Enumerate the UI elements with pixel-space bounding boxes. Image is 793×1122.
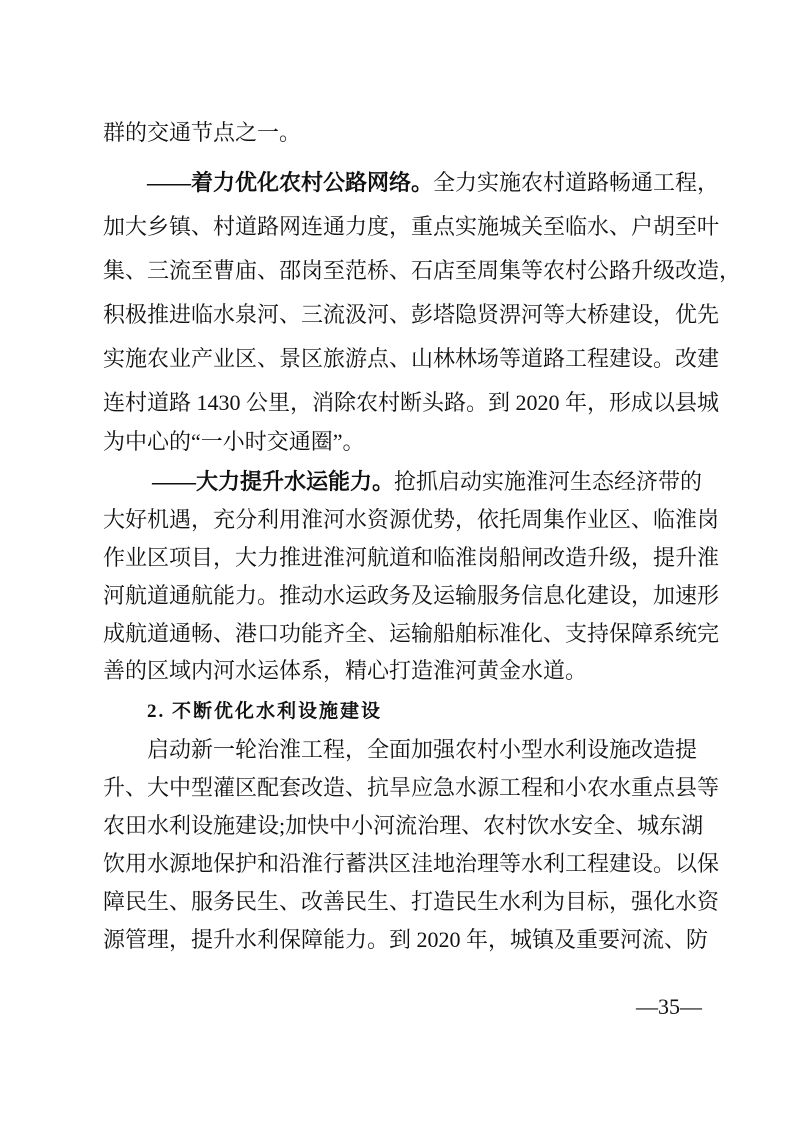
- text-line: 成航道通畅、港口功能齐全、运输船舶标准化、支持保障系统完: [103, 621, 720, 646]
- text-line: 为中心的“一小时交通圈”。: [103, 429, 365, 454]
- text-line: 加大乡镇、村道路网连通力度，重点实施城关至临水、户胡至叶: [103, 214, 720, 239]
- text-line: 饮用水源地保护和沿淮行蓄洪区洼地治理等水利工程建设。以保: [103, 851, 720, 876]
- text-line: 农田水利设施建设;加快中小河流治理、农村饮水安全、城东湖: [103, 813, 704, 838]
- paragraph-lead-line: [147, 168, 720, 198]
- paragraph-lead-line: [152, 467, 703, 497]
- text-line: 作业区项目，大力推进淮河航道和临淮岗船闸改造升级，提升淮: [103, 545, 720, 570]
- page-number: —35—: [636, 994, 702, 1019]
- text-fragment: 全力实施农村道路畅通工程，: [433, 170, 720, 195]
- text-line: 连村道路 1430 公里，消除农村断头路。到 2020 年，形成以县城: [103, 390, 720, 415]
- text-line: 集、三流至曹庙、邵岗至范桥、石店至周集等农村公路升级改造，: [103, 258, 742, 283]
- text-line: 升、大中型灌区配套改造、抗旱应急水源工程和小农水重点县等: [103, 775, 720, 800]
- bold-lead-roads: ——着力优化农村公路网络。: [147, 170, 434, 195]
- text-line: 源管理，提升水利保障能力。到 2020 年，城镇及重要河流、防: [103, 927, 709, 952]
- text-line: 障民生、服务民生、改善民生、打造民生水利为目标，强化水资: [103, 889, 720, 914]
- text-line: 实施农业产业区、景区旅游点、山林林场等道路工程建设。改建: [103, 346, 720, 371]
- text-line: 大好机遇，充分利用淮河水资源优势，依托周集作业区、临淮岗: [103, 507, 720, 532]
- text-line: 积极推进临水泉河、三流汲河、彭塔隐贤淠河等大桥建设，优先: [103, 302, 720, 327]
- text-line: 启动新一轮治淮工程，全面加强农村小型水利设施改造提: [147, 737, 698, 762]
- text-line: 河航道通航能力。推动水运政务及运输服务信息化建设，加速形: [103, 583, 720, 608]
- text-line: 善的区域内河水运体系，精心打造淮河黄金水道。: [103, 658, 588, 683]
- section-heading: 2. 不断优化水利设施建设: [147, 701, 383, 722]
- bold-lead-water-transport: ——大力提升水运能力。: [152, 469, 395, 494]
- text-fragment: 抢抓启动实施淮河生态经济带的: [394, 469, 703, 494]
- text-line: 群的交通节点之一。: [103, 120, 302, 145]
